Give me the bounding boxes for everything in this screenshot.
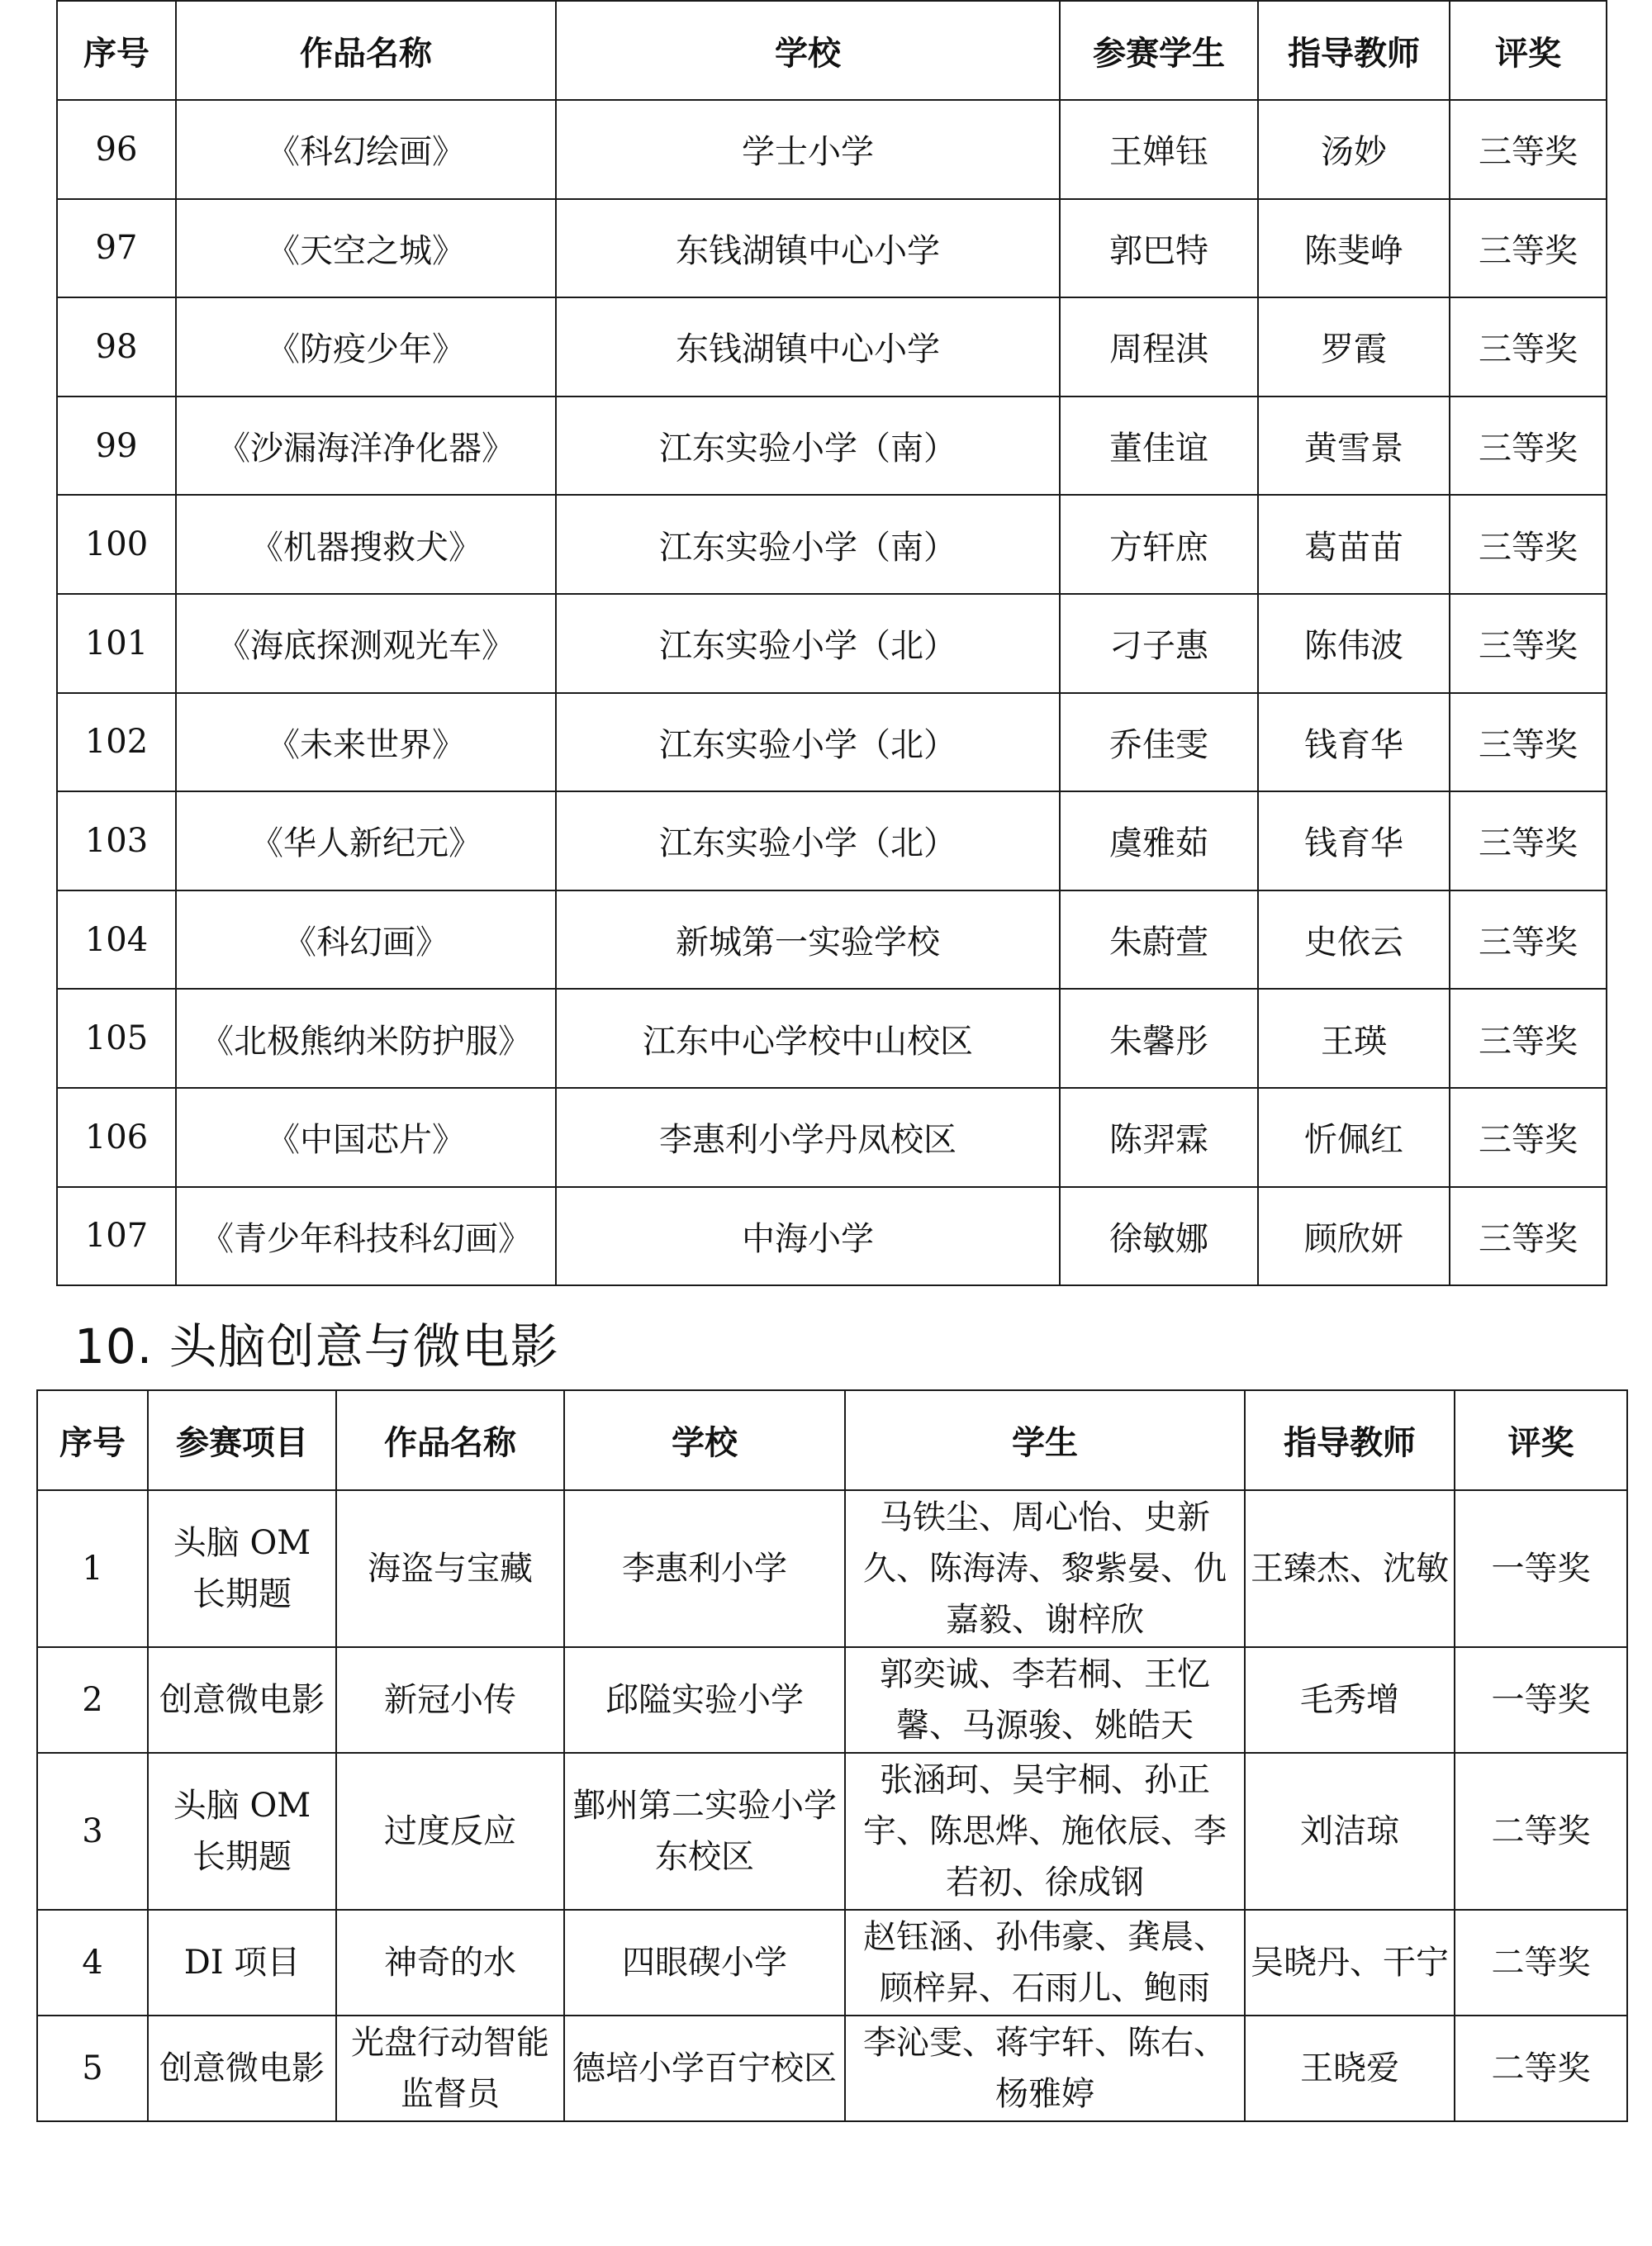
cell-award: 三等奖 [1450,594,1607,693]
cell-work-title: 《未来世界》 [176,693,556,792]
cell-work-title: 《机器搜救犬》 [176,495,556,594]
cell-school: 江东实验小学（北） [556,594,1060,693]
header-category: 参赛项目 [148,1390,336,1490]
cell-work-title: 《天空之城》 [176,199,556,298]
header-index: 序号 [37,1390,148,1490]
cell-teacher: 刘洁琼 [1245,1753,1455,1910]
header-student: 参赛学生 [1060,1,1258,100]
table-row [57,1187,1607,1286]
cell-work-title: 《科幻绘画》 [176,100,556,199]
cell-school: 李惠利小学 [564,1490,845,1647]
cell-category: DI 项目 [148,1910,336,2016]
cell-school: 中海小学 [556,1187,1060,1286]
cell-student: 郭巴特 [1060,199,1258,298]
cell-teacher: 汤妙 [1258,100,1450,199]
awards-table-om-film [36,1389,1628,2122]
cell-school: 江东实验小学（南） [556,495,1060,594]
table-row [37,2016,1627,2121]
cell-work-title: 《防疫少年》 [176,297,556,396]
cell-students: 马铁尘、周心怡、史新久、陈海涛、黎紫晏、仇嘉毅、谢梓欣 [845,1490,1245,1647]
table-row [37,1910,1627,2016]
cell-work-title: 《中国芯片》 [176,1088,556,1187]
cell-student: 朱蔚萱 [1060,890,1258,990]
cell-work-title: 《海底探测观光车》 [176,594,556,693]
cell-teacher: 毛秀增 [1245,1647,1455,1753]
cell-school: 江东实验小学（北） [556,693,1060,792]
section-heading: 10. 头脑创意与微电影 [74,1318,559,1375]
cell-teacher: 史依云 [1258,890,1450,990]
cell-award: 二等奖 [1455,1753,1627,1910]
cell-school: 德培小学百宁校区 [564,2016,845,2121]
cell-teacher: 陈斐峥 [1258,199,1450,298]
cell-index: 107 [57,1187,176,1286]
cell-award: 三等奖 [1450,100,1607,199]
cell-school: 李惠利小学丹凤校区 [556,1088,1060,1187]
header-teacher: 指导教师 [1245,1390,1455,1490]
cell-award: 一等奖 [1455,1647,1627,1753]
cell-index: 105 [57,989,176,1088]
cell-teacher: 罗霞 [1258,297,1450,396]
cell-award: 三等奖 [1450,1088,1607,1187]
table-row [57,693,1607,792]
header-index: 序号 [57,1,176,100]
cell-index: 4 [37,1910,148,2016]
cell-award: 二等奖 [1455,2016,1627,2121]
cell-teacher: 吴晓丹、干宁 [1245,1910,1455,2016]
header-work-title: 作品名称 [336,1390,564,1490]
cell-index: 96 [57,100,176,199]
cell-teacher: 黄雪景 [1258,396,1450,496]
header-school: 学校 [564,1390,845,1490]
cell-student: 朱馨彤 [1060,989,1258,1088]
cell-student: 周程淇 [1060,297,1258,396]
cell-award: 一等奖 [1455,1490,1627,1647]
table-row [57,297,1607,396]
cell-student: 乔佳雯 [1060,693,1258,792]
cell-students: 郭奕诚、李若桐、王忆馨、马源骏、姚皓天 [845,1647,1245,1753]
cell-teacher: 王晓爱 [1245,2016,1455,2121]
cell-work-title: 神奇的水 [336,1910,564,2016]
cell-school: 学士小学 [556,100,1060,199]
cell-teacher: 王瑛 [1258,989,1450,1088]
cell-students: 李沁雯、蒋宇轩、陈右、杨雅婷 [845,2016,1245,2121]
cell-work-title: 过度反应 [336,1753,564,1910]
cell-school: 邱隘实验小学 [564,1647,845,1753]
cell-school: 四眼碶小学 [564,1910,845,2016]
cell-school: 江东实验小学（南） [556,396,1060,496]
table-row [57,791,1607,890]
table-row [57,199,1607,298]
cell-index: 106 [57,1088,176,1187]
cell-teacher: 忻佩红 [1258,1088,1450,1187]
cell-student: 董佳谊 [1060,396,1258,496]
cell-award: 三等奖 [1450,199,1607,298]
table-row [57,890,1607,990]
cell-student: 虞雅茹 [1060,791,1258,890]
table-row [37,1490,1627,1647]
cell-index: 99 [57,396,176,496]
table-header-row [37,1390,1627,1490]
cell-award: 三等奖 [1450,693,1607,792]
header-teacher: 指导教师 [1258,1,1450,100]
cell-award: 三等奖 [1450,495,1607,594]
table-row [57,396,1607,496]
cell-index: 101 [57,594,176,693]
header-award: 评奖 [1450,1,1607,100]
cell-work-title: 《科幻画》 [176,890,556,990]
cell-index: 2 [37,1647,148,1753]
cell-work-title: 海盗与宝藏 [336,1490,564,1647]
cell-category: 创意微电影 [148,2016,336,2121]
table-header-row [57,1,1607,100]
cell-work-title: 《北极熊纳米防护服》 [176,989,556,1088]
header-students: 学生 [845,1390,1245,1490]
cell-teacher: 葛苗苗 [1258,495,1450,594]
cell-teacher: 陈伟波 [1258,594,1450,693]
cell-index: 104 [57,890,176,990]
header-work-title: 作品名称 [176,1,556,100]
cell-work-title: 光盘行动智能监督员 [336,2016,564,2121]
cell-work-title: 《青少年科技科幻画》 [176,1187,556,1286]
cell-student: 王婵钰 [1060,100,1258,199]
cell-school: 新城第一实验学校 [556,890,1060,990]
cell-teacher: 顾欣妍 [1258,1187,1450,1286]
table-row [57,495,1607,594]
cell-index: 3 [37,1753,148,1910]
cell-school: 东钱湖镇中心小学 [556,199,1060,298]
cell-category: 头脑 OM 长期题 [148,1490,336,1647]
cell-work-title: 新冠小传 [336,1647,564,1753]
cell-index: 103 [57,791,176,890]
awards-table-continued [56,0,1607,1286]
cell-teacher: 钱育华 [1258,791,1450,890]
cell-school: 江东中心学校中山校区 [556,989,1060,1088]
cell-student: 方轩庶 [1060,495,1258,594]
cell-student: 徐敏娜 [1060,1187,1258,1286]
cell-award: 三等奖 [1450,791,1607,890]
table-row [37,1753,1627,1910]
table-row [37,1647,1627,1753]
cell-index: 98 [57,297,176,396]
table-row [57,1088,1607,1187]
cell-school: 鄞州第二实验小学东校区 [564,1753,845,1910]
cell-student: 刁子惠 [1060,594,1258,693]
cell-school: 东钱湖镇中心小学 [556,297,1060,396]
header-school: 学校 [556,1,1060,100]
cell-teacher: 王臻杰、沈敏 [1245,1490,1455,1647]
cell-index: 102 [57,693,176,792]
header-award: 评奖 [1455,1390,1627,1490]
table-row [57,100,1607,199]
cell-award: 三等奖 [1450,1187,1607,1286]
cell-index: 1 [37,1490,148,1647]
cell-students: 赵钰涵、孙伟豪、龚晨、顾梓昇、石雨儿、鲍雨 [845,1910,1245,2016]
table-row [57,989,1607,1088]
cell-work-title: 《沙漏海洋净化器》 [176,396,556,496]
cell-index: 97 [57,199,176,298]
cell-work-title: 《华人新纪元》 [176,791,556,890]
cell-award: 三等奖 [1450,890,1607,990]
table-row [57,594,1607,693]
cell-award: 三等奖 [1450,297,1607,396]
cell-category: 创意微电影 [148,1647,336,1753]
cell-school: 江东实验小学（北） [556,791,1060,890]
cell-index: 5 [37,2016,148,2121]
cell-award: 三等奖 [1450,396,1607,496]
cell-award: 三等奖 [1450,989,1607,1088]
cell-student: 陈羿霖 [1060,1088,1258,1187]
cell-index: 100 [57,495,176,594]
cell-teacher: 钱育华 [1258,693,1450,792]
cell-students: 张涵珂、吴宇桐、孙正宇、陈思烨、施依辰、李若初、徐成钢 [845,1753,1245,1910]
cell-award: 二等奖 [1455,1910,1627,2016]
cell-category: 头脑 OM 长期题 [148,1753,336,1910]
